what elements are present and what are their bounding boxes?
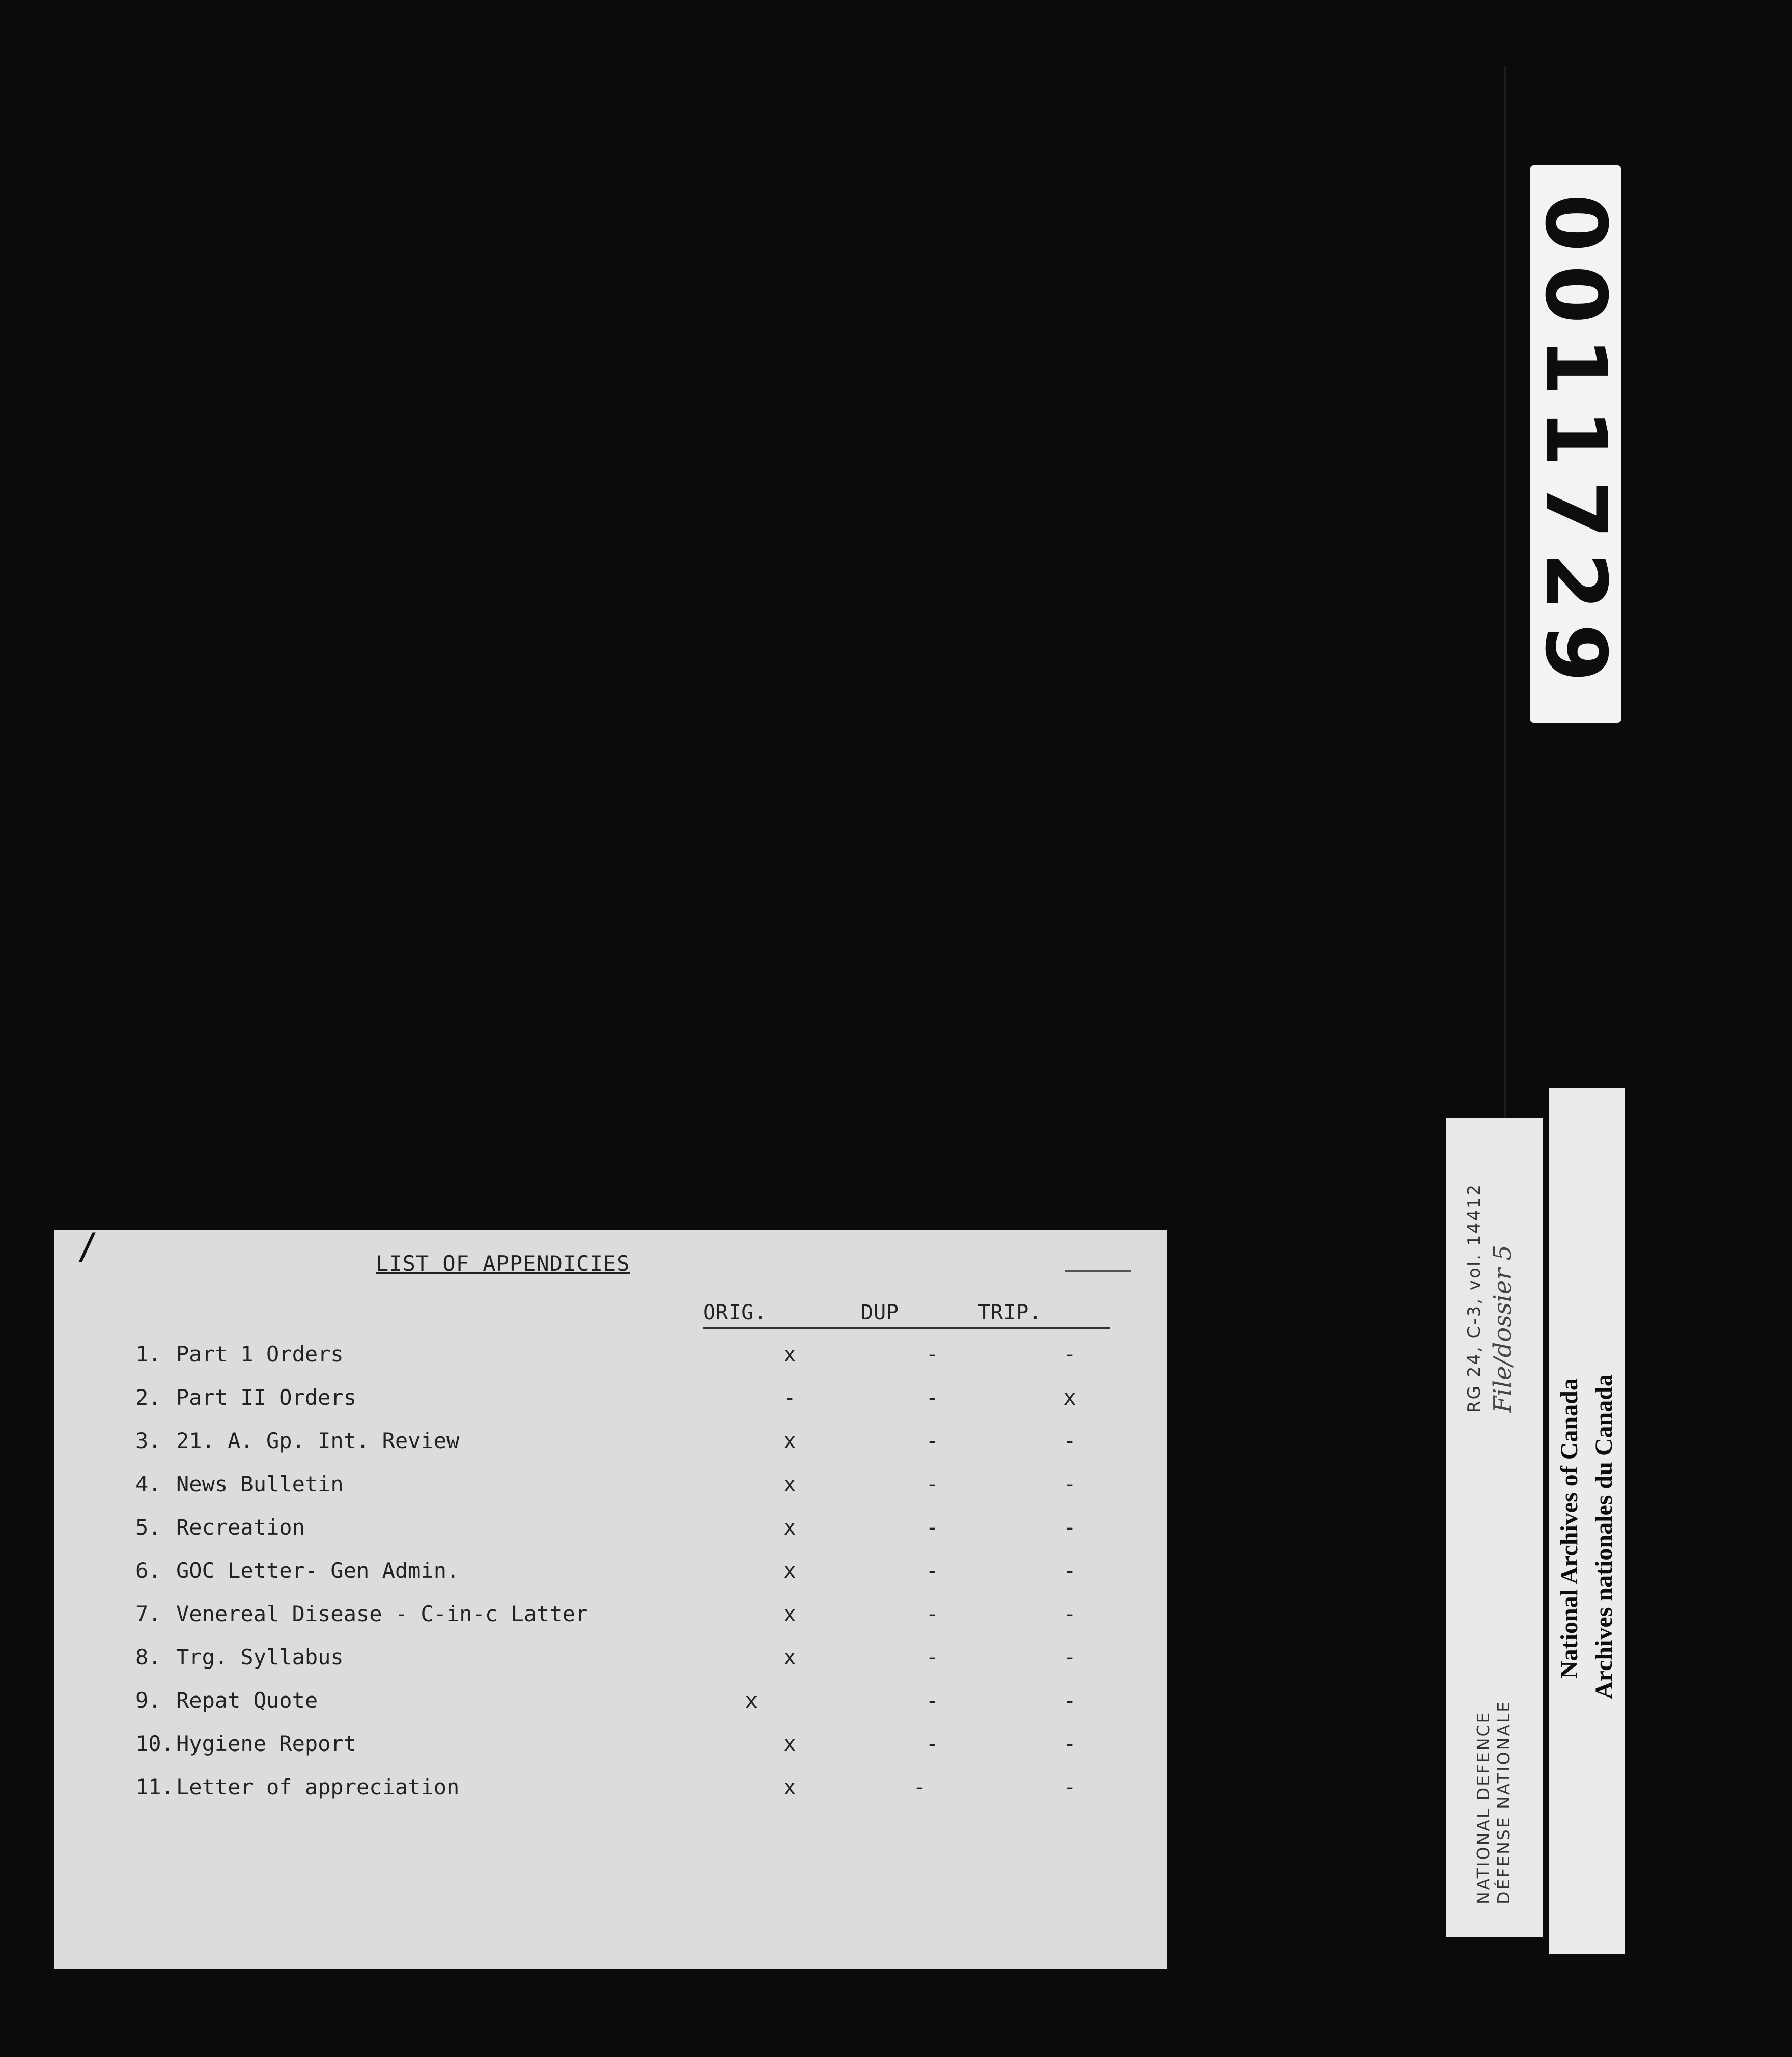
appendices-card xyxy=(54,1226,1167,1969)
trip-mark: - xyxy=(1063,1731,1076,1756)
item-number: 5. xyxy=(135,1515,161,1540)
trip-mark: x xyxy=(1063,1385,1076,1410)
item-text: Recreation xyxy=(176,1515,305,1540)
orig-mark: x xyxy=(783,1428,796,1453)
item-number: 10. xyxy=(135,1731,174,1756)
table-row xyxy=(135,1471,1154,1512)
trip-mark: - xyxy=(1063,1688,1076,1713)
table-row xyxy=(135,1342,1154,1382)
column-header-trip: TRIP. xyxy=(978,1301,1042,1324)
film-edge-line xyxy=(1504,66,1506,1288)
table-row xyxy=(135,1515,1154,1555)
dup-mark: - xyxy=(926,1731,939,1756)
orig-mark: x xyxy=(783,1471,796,1496)
trip-mark: - xyxy=(1063,1515,1076,1540)
item-text: Trg. Syllabus xyxy=(176,1645,344,1670)
table-row xyxy=(135,1774,1154,1815)
trip-mark: - xyxy=(1063,1558,1076,1583)
table-row xyxy=(135,1645,1154,1685)
dup-mark: - xyxy=(926,1558,939,1583)
item-number: 11. xyxy=(135,1774,174,1799)
dup-mark: - xyxy=(926,1645,939,1670)
column-header-orig: ORIG. xyxy=(703,1301,767,1324)
orig-mark: x xyxy=(783,1645,796,1670)
dup-mark: - xyxy=(926,1428,939,1453)
item-number: 9. xyxy=(135,1688,161,1713)
orig-mark: x xyxy=(783,1342,796,1367)
item-number: 4. xyxy=(135,1471,161,1496)
corner-pen-mark: / xyxy=(77,1226,99,1267)
card-title: LIST OF APPENDICIES xyxy=(376,1251,630,1276)
orig-mark: x xyxy=(783,1515,796,1540)
orig-mark: x xyxy=(745,1688,758,1713)
dup-mark: - xyxy=(926,1385,939,1410)
trip-mark: - xyxy=(1063,1601,1076,1626)
item-text: 21. A. Gp. Int. Review xyxy=(176,1428,460,1453)
reference-fonds-volume: RG 24, C-3, vol. 14412 xyxy=(1464,1183,1485,1413)
dup-mark: - xyxy=(926,1342,939,1367)
item-number: 8. xyxy=(135,1645,161,1670)
orig-mark: x xyxy=(783,1601,796,1626)
item-text: News Bulletin xyxy=(176,1471,344,1496)
dup-mark: - xyxy=(926,1688,939,1713)
department-french: DÉFENSE NATIONALE xyxy=(1494,1700,1514,1904)
orig-mark: x xyxy=(783,1558,796,1583)
table-row xyxy=(135,1385,1154,1426)
orig-mark: x xyxy=(783,1774,796,1799)
item-number: 3. xyxy=(135,1428,161,1453)
archive-name-english: National Archives of Canada xyxy=(1556,1378,1583,1679)
item-text: Repat Quote xyxy=(176,1688,318,1713)
table-row xyxy=(135,1428,1154,1469)
item-number: 1. xyxy=(135,1342,161,1367)
pen-dash-mark xyxy=(1065,1270,1131,1272)
item-text: GOC Letter- Gen Admin. xyxy=(176,1558,460,1583)
item-text: Part II Orders xyxy=(176,1385,357,1410)
trip-mark: - xyxy=(1063,1471,1076,1496)
frame-number-text: 0011729 xyxy=(1527,193,1625,696)
trip-mark: - xyxy=(1063,1645,1076,1670)
item-text: Hygiene Report xyxy=(176,1731,357,1756)
reference-label xyxy=(1446,1118,1543,1937)
trip-mark: - xyxy=(1063,1428,1076,1453)
dup-mark: - xyxy=(926,1471,939,1496)
dup-mark: - xyxy=(926,1515,939,1540)
table-row xyxy=(135,1688,1154,1729)
trip-mark: - xyxy=(1063,1774,1076,1799)
header-underline xyxy=(703,1327,1110,1329)
item-text: Letter of appreciation xyxy=(176,1774,460,1799)
dup-mark: - xyxy=(913,1774,926,1799)
table-row xyxy=(135,1731,1154,1772)
orig-mark: x xyxy=(783,1731,796,1756)
table-row xyxy=(135,1601,1154,1642)
dup-mark: - xyxy=(926,1601,939,1626)
department-english: NATIONAL DEFENCE xyxy=(1473,1711,1493,1904)
archive-label xyxy=(1549,1088,1625,1954)
reference-file-number: File/dossier 5 xyxy=(1489,1245,1517,1413)
item-number: 2. xyxy=(135,1385,161,1410)
trip-mark: - xyxy=(1063,1342,1076,1367)
column-header-dup: DUP xyxy=(861,1301,900,1324)
item-number: 6. xyxy=(135,1558,161,1583)
item-number: 7. xyxy=(135,1601,161,1626)
orig-mark: - xyxy=(783,1385,796,1410)
frame-number-label xyxy=(1527,165,1625,723)
table-row xyxy=(135,1558,1154,1599)
item-text: Venereal Disease - C-in-c Latter xyxy=(176,1601,589,1626)
item-text: Part 1 Orders xyxy=(176,1342,344,1367)
archive-name-french: Archives nationales du Canada xyxy=(1590,1374,1617,1699)
